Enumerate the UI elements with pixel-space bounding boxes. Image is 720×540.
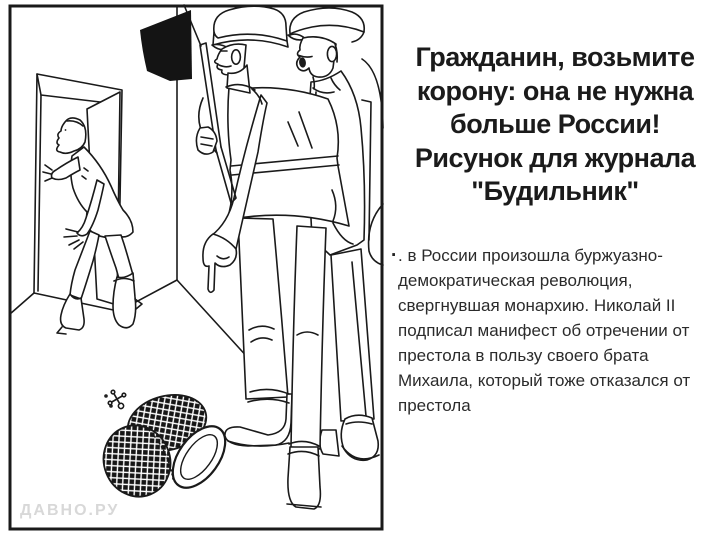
caption-line: демократическая революция, xyxy=(398,271,633,290)
caption-line: подписал манифест об отречении от xyxy=(398,321,690,340)
caption-line: престола в пользу своего брата xyxy=(398,346,649,365)
title-line: "Будильник" xyxy=(471,176,639,206)
slide-caption xyxy=(398,243,718,418)
caption-line: престола xyxy=(398,396,471,415)
caption-line: свергнувшая монархию. Николай II xyxy=(398,296,676,315)
title-line: Рисунок для журнала xyxy=(414,142,696,173)
slide-title xyxy=(394,41,716,209)
caption-line: Михаила, который тоже отказался от xyxy=(398,371,691,390)
cartoon-illustration xyxy=(7,3,385,532)
title-line: Гражданин, возьмите xyxy=(415,42,695,72)
title-line: больше России! xyxy=(450,109,660,139)
title-line: корону: она не нужна xyxy=(416,75,694,106)
soldier-grip-hand xyxy=(196,127,217,154)
cartoon-panel xyxy=(7,3,385,532)
watermark: ДАВНО.РУ xyxy=(20,502,120,519)
caption-line: . в России произошла буржуазно- xyxy=(398,246,663,265)
stray-period-mark: . xyxy=(391,240,397,261)
